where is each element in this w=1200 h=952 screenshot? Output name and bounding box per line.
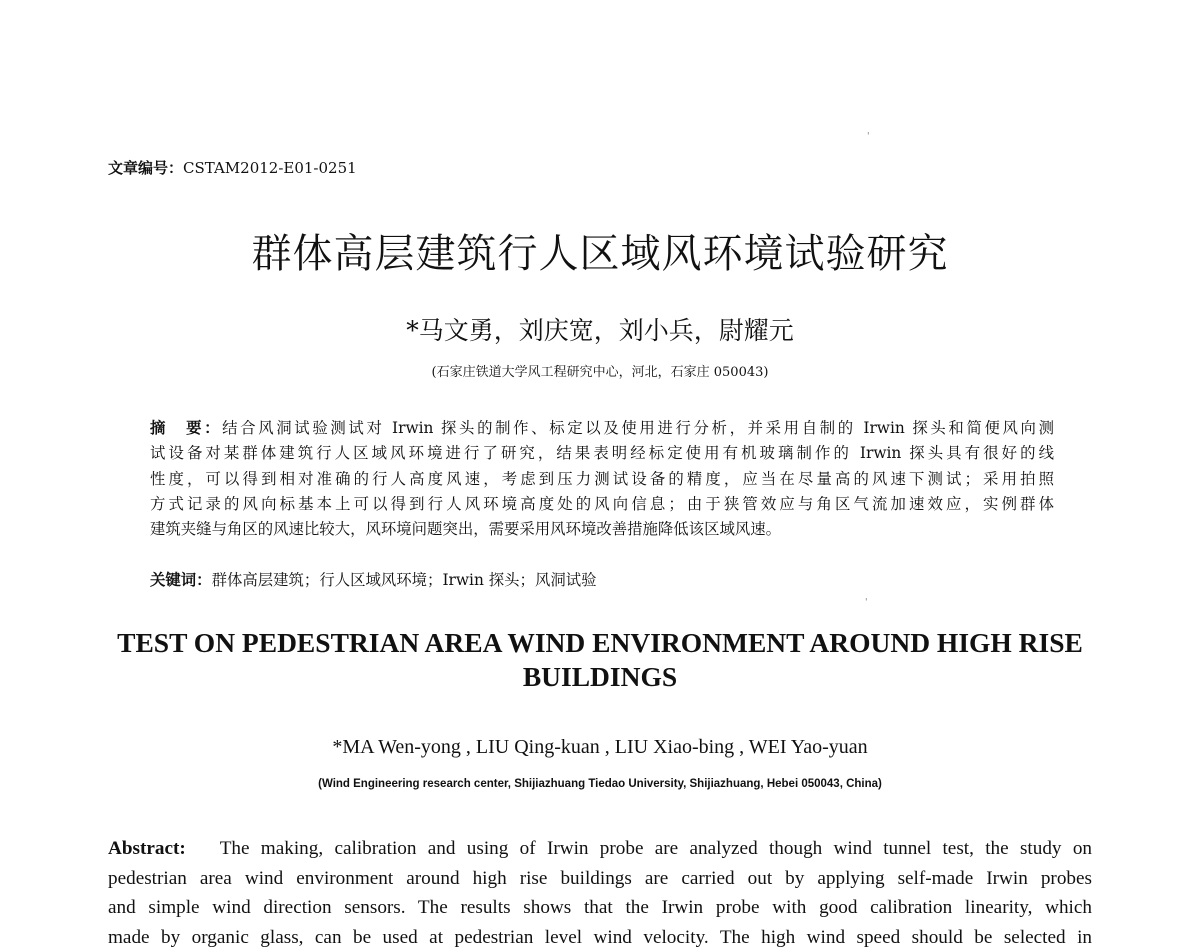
en-abstract (108, 834, 1092, 952)
scan-speck: ' (865, 598, 868, 608)
en-abstract-line-3: and simple wind direction sensors. The results shows that the Irwin probe with good calibration linearity, which (108, 897, 1092, 918)
en-abstract-label: Abstract: (108, 838, 186, 859)
en-abstract-line-4: made by organic glass, can be used at pedestrian level wind velocity. The high wind speed should be selected in (108, 926, 1092, 948)
cn-abstract-label: 摘 要： (150, 419, 223, 437)
article-number-label: 文章编号： (108, 159, 184, 177)
cn-abstract-line-4: 方式记录的风向标基本上可以得到行人风环境高度处的风向信息；由于狭管效应与角区气流加速效应，实例群体 (150, 494, 1054, 513)
cn-keywords (150, 568, 1054, 590)
cn-keywords-label: 关键词： (150, 571, 212, 589)
en-title: TEST ON PEDESTRIAN AREA WIND ENVIRONMENT AROUND HIGH RISE BUILDINGS (117, 627, 1083, 692)
cn-affiliation: (石家庄铁道大学风工程研究中心，河北，石家庄 050043) (431, 365, 769, 380)
cn-abstract-line-3: 性度，可以得到相对准确的行人高度风速，考虑到压力测试设备的精度，应当在尽量高的风速下测试；采用拍照 (150, 469, 1054, 488)
en-abstract-line-2: pedestrian area wind environment around high rise buildings are carried out by applying self-made Irwin probes (108, 867, 1092, 889)
article-number-value: CSTAM2012-E01-0251 (183, 159, 357, 177)
scan-speck: ' (867, 132, 870, 142)
cn-keywords-text: 群体高层建筑；行人区域风环境；Irwin 探头；风洞试验 (211, 571, 597, 589)
cn-abstract (150, 416, 1054, 542)
cn-abstract-line-2: 试设备对某群体建筑行人区域风环境进行了研究，结果表明经标定使用有机玻璃制作的 Irwin 探头具有很好的线 (150, 444, 1054, 463)
cn-abstract-line-1 (150, 416, 1054, 441)
cn-abstract-text-1: 结合风洞试验测试对 Irwin 探头的制作、标定以及使用进行分析，并采用自制的 Irwin 探头和简便风向测 (222, 419, 1054, 437)
cn-authors: *马文勇，刘庆宽，刘小兵，尉耀元 (406, 316, 794, 345)
en-affiliation: (Wind Engineering research center, Shijiazhuang Tiedao University, Shijiazhuang, Hebei 050043, China) (318, 778, 882, 790)
cn-title: 群体高层建筑行人区域风环境试验研究 (251, 231, 949, 277)
article-number (108, 157, 357, 178)
en-authors: *MA Wen-yong , LIU Qing-kuan , LIU Xiao-bing , WEI Yao-yuan (332, 736, 868, 758)
en-abstract-text-1: The making, calibration and using of Irwin probe are analyzed though wind tunnel test, the study on (219, 838, 1093, 859)
en-abstract-line-1 (108, 834, 1092, 864)
cn-abstract-line-5: 建筑夹缝与角区的风速比较大，风环境问题突出，需要采用风环境改善措施降低该区域风速。 (150, 520, 782, 539)
